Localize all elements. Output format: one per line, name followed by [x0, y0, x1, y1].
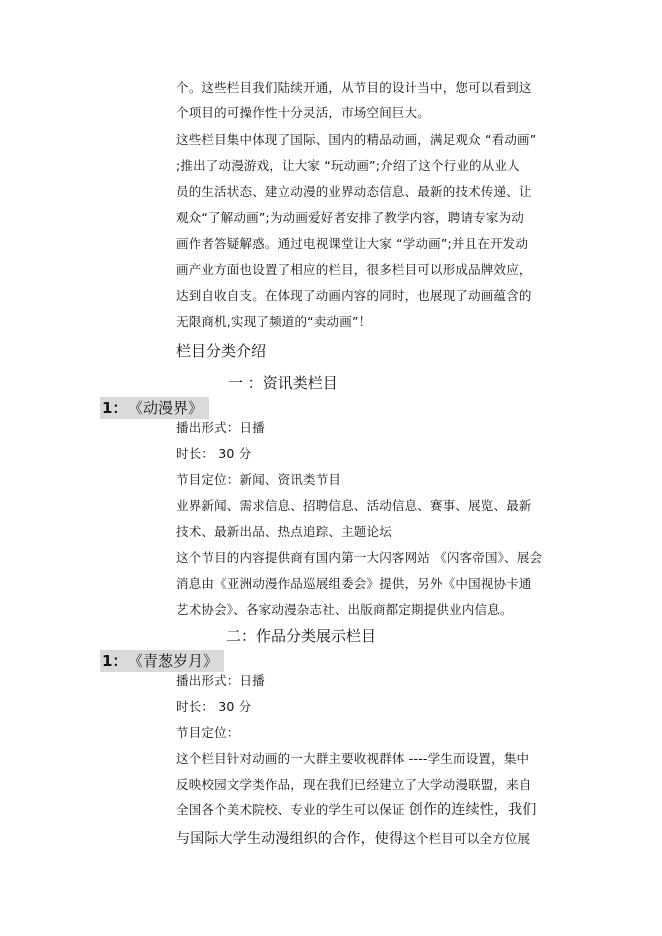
section2-item-name: 《青葱岁月》 — [135, 652, 218, 670]
intro-line-9: 达到自收自支。在体现了动画内容的同时，也展现了动画蕴含的 — [176, 288, 532, 303]
section1-line-8: 艺术协会》、各家动漫杂志社、出版商都定期提供业内信息。 — [176, 602, 513, 617]
section2-line-6-large: 创作的连续性，我们 — [408, 802, 537, 818]
section1-title: 一 ：资讯类栏目 — [228, 374, 338, 392]
intro-line-8: 画产业方面也设置了相应的栏目，很多栏目可以形成品牌效应， — [176, 262, 532, 277]
section1-line-7: 消息由《亚洲动漫作品巡展组委会》提供，另外《中国视协卡通 — [176, 576, 532, 591]
section1-item-heading — [100, 397, 209, 419]
intro-line-1: 个。这些栏目我们陆续开通，从节目的设计当中，您可以看到这 — [176, 80, 532, 95]
section2-line-3: 节目定位： — [176, 725, 240, 740]
section2-item-number: 1： — [102, 652, 128, 670]
intro-line-2: 个项目的可操作性十分灵活，市场空间巨大。 — [176, 105, 431, 120]
section2-line-6-small: 全国各个美术院校、专业的学生可以保证 — [176, 802, 409, 817]
section1-item-name: 《动漫界》 — [135, 399, 203, 417]
section1-line-4: 业界新闻、需求信息、招聘信息、活动信息、赛事、展览、最新 — [176, 498, 532, 513]
section2-line-7-small: 这个栏目可以全方位展 — [403, 831, 531, 846]
section2-line-5: 反映校园文学类作品，现在我们已经建立了大学动漫联盟，来自 — [176, 777, 532, 792]
intro-line-7: 画作者答疑解惑。通过电视课堂让大家 “学动画”;并且在开发动 — [176, 236, 529, 251]
intro-line-6: 观众“了解动画”;为动画爱好者安排了教学内容，聘请专家为动 — [176, 210, 524, 225]
section1-line-6: 这个节目的内容提供商有国内第一大闪客网站 《闪客帝国》、展会 — [176, 550, 543, 565]
intro-line-5: 员的生活状态、建立动漫的业界动态信息、最新的技术传递、让 — [176, 184, 532, 199]
intro-line-3: 这些栏目集中体现了国际、国内的精品动画，满足观众 “看动画” — [176, 132, 537, 147]
section2-line-4: 这个栏目针对动画的一大群主要收视群体 ----学生而设置，集中 — [176, 751, 530, 766]
section1-line-2: 时长： 30 分 — [176, 446, 252, 461]
section2-line-2: 时长： 30 分 — [176, 699, 252, 714]
section-intro-title: 栏目分类介绍 — [176, 342, 267, 360]
section2-title: 二：作品分类展示栏目 — [226, 627, 377, 645]
section2-line-7-large: 与国际大学生动漫组织的合作，使得 — [176, 831, 404, 847]
section2-line-1: 播出形式：日播 — [176, 673, 265, 688]
section1-line-1: 播出形式：日播 — [176, 420, 265, 435]
section2-line-7 — [176, 830, 530, 848]
section2-item-heading — [100, 650, 224, 672]
section2-line-6 — [176, 801, 537, 819]
intro-line-10: 无限商机,实现了频道的“卖动画”！ — [176, 314, 372, 329]
intro-line-4: ;推出了动漫游戏，让大家 “玩动画”;介绍了这个行业的从业人 — [176, 158, 520, 173]
section1-item-number: 1： — [102, 399, 128, 417]
section1-line-5: 技术、最新出品、热点追踪、主题论坛 — [176, 524, 392, 539]
section1-line-3: 节目定位：新闻、资讯类节目 — [176, 472, 342, 487]
